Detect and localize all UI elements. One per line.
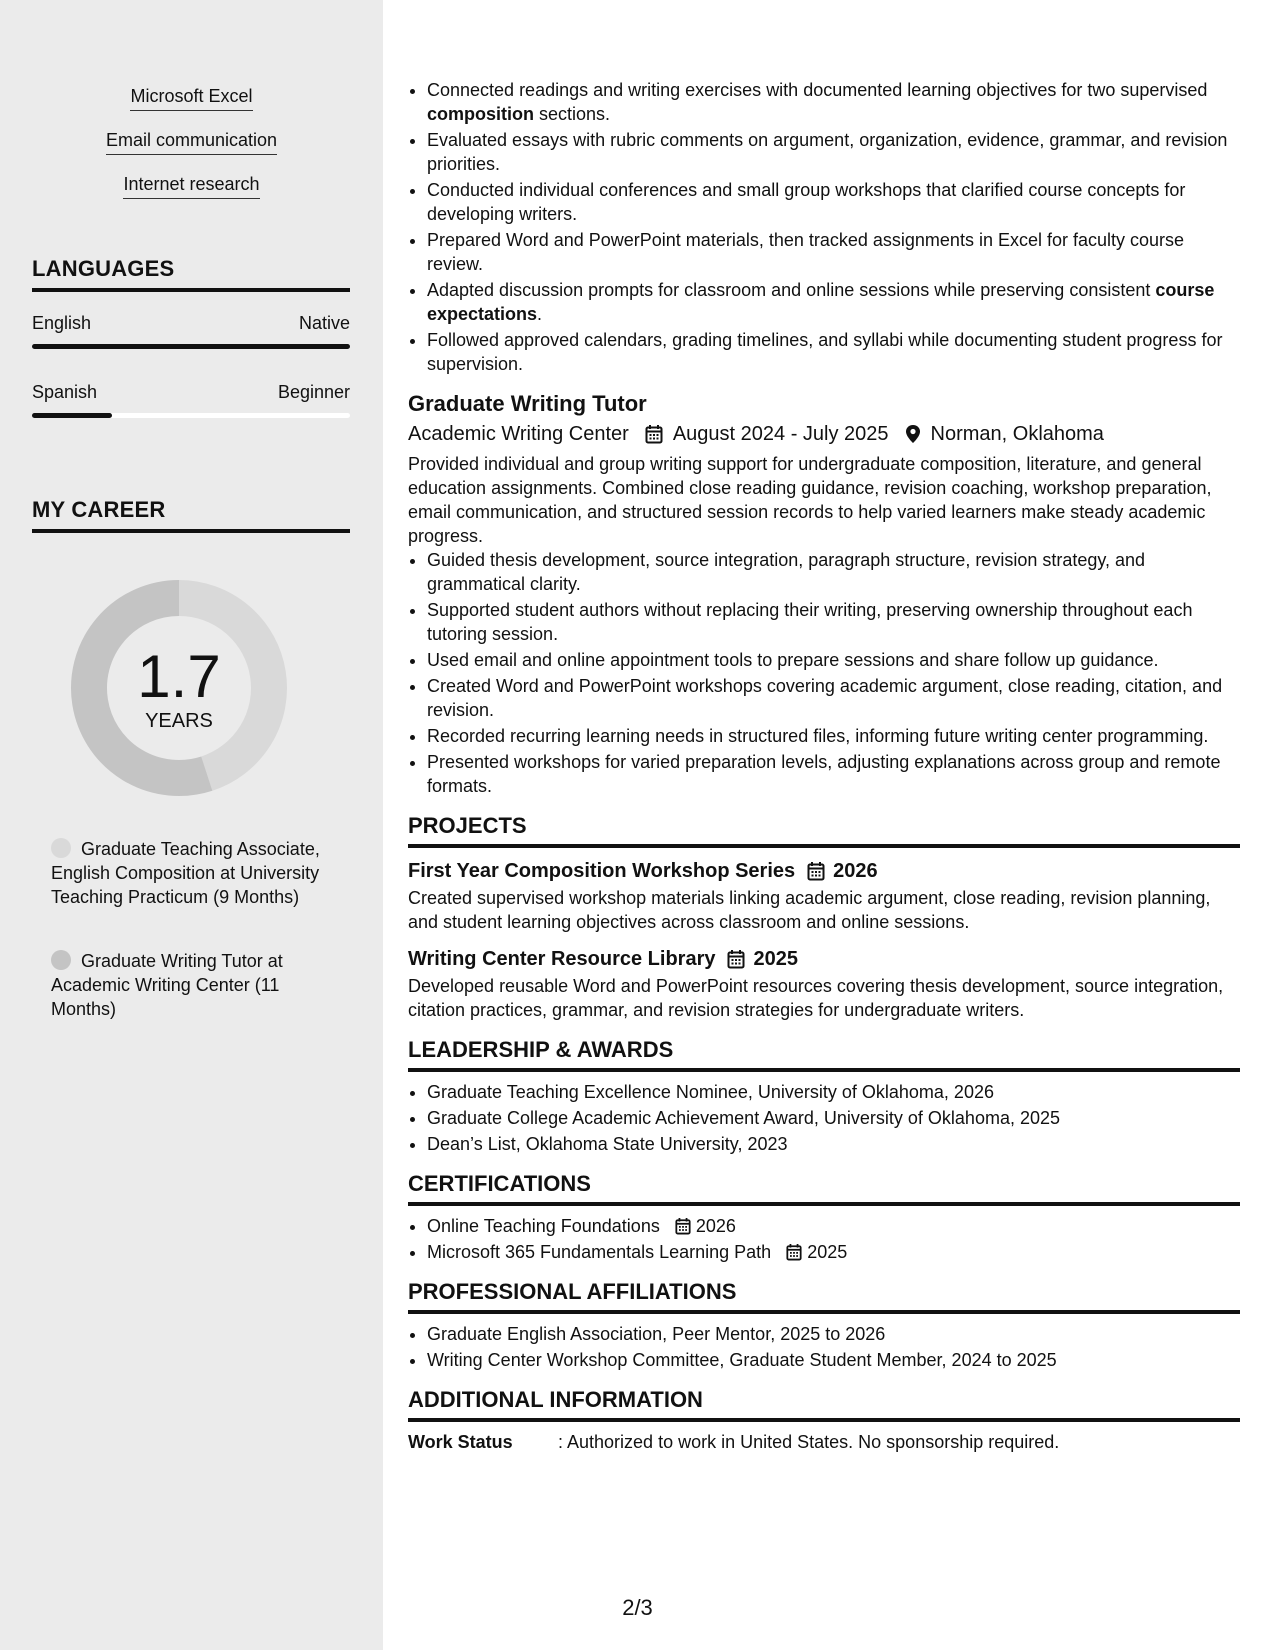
previous-job-bullets <box>408 78 1240 376</box>
list-item: • Supported student authors without replacing their writing, preserving ownership throughout each tutoring session. <box>427 598 1240 646</box>
job-meta <box>408 422 1240 446</box>
list-item <box>427 1240 1240 1264</box>
project-description: Created supervised workshop materials linking academic argument, close reading, revision planning, and student learning objectives across classroom and online sessions. <box>408 888 1211 932</box>
list-item: • Presented workshops for varied preparation levels, adjusting explanations across group and remote formats. <box>427 750 1240 798</box>
job-dates: August 2024 - July 2025 <box>672 423 889 445</box>
job-company: Academic Writing Center <box>408 423 629 445</box>
language-row <box>32 313 350 334</box>
calendar-icon <box>645 424 663 444</box>
additional-info-heading: ADDITIONAL INFORMATION <box>408 1386 1240 1422</box>
job-bullets <box>408 548 1240 798</box>
language-row <box>32 382 350 403</box>
certification-year: 2026 <box>695 1216 736 1236</box>
project-title-row <box>408 858 1240 884</box>
skills-list <box>0 84 383 216</box>
legend-dot <box>51 838 71 858</box>
list-item: • Graduate English Association, Peer Mentor, 2025 to 2026 <box>427 1322 1240 1346</box>
list-item: • Followed approved calendars, grading timelines, and syllabi while documenting student progress for supervision. <box>427 328 1240 376</box>
skill-item: Email communication <box>106 128 277 155</box>
career-total-years: 1.7 <box>137 643 221 710</box>
career-heading: MY CAREER <box>32 497 350 533</box>
career-legend-item <box>51 837 331 909</box>
list-item: • Writing Center Workshop Committee, Graduate Student Member, 2024 to 2025 <box>427 1348 1240 1372</box>
job-location: Norman, Oklahoma <box>930 423 1104 445</box>
languages-heading: LANGUAGES <box>32 256 350 292</box>
work-status-row <box>408 1430 1240 1454</box>
job-title: Graduate Writing Tutor <box>408 391 647 416</box>
calendar-icon <box>675 1217 691 1235</box>
sidebar <box>0 0 383 1650</box>
list-item: • Graduate College Academic Achievement Award, University of Oklahoma, 2025 <box>427 1106 1240 1130</box>
legend-dot <box>51 950 71 970</box>
list-item: • Conducted individual conferences and small group workshops that clarified course concepts for developing writers. <box>427 178 1240 226</box>
language-proficiency-fill <box>32 344 350 349</box>
language-name: English <box>32 313 92 333</box>
project-year: 2026 <box>833 860 878 882</box>
affiliations-heading: PROFESSIONAL AFFILIATIONS <box>408 1278 1240 1314</box>
career-legend-text: Graduate Teaching Associate, English Composition at University Teaching Practicum (9 Months) <box>51 839 320 907</box>
certification-name: Microsoft 365 Fundamentals Learning Path <box>427 1242 772 1262</box>
list-item: • Guided thesis development, source integration, paragraph structure, revision strategy, and grammatical clarity. <box>427 548 1240 596</box>
list-item: • Connected readings and writing exercises with documented learning objectives for two supervised composition sections. <box>427 78 1240 126</box>
language-proficiency-fill <box>32 413 112 418</box>
project-title: Writing Center Resource Library <box>408 948 716 970</box>
project-year: 2025 <box>753 948 798 970</box>
main-content <box>408 78 1240 1454</box>
awards-list <box>408 1080 1240 1156</box>
awards-heading: LEADERSHIP & AWARDS <box>408 1036 1240 1072</box>
calendar-icon <box>807 861 825 881</box>
career-legend-text: Graduate Writing Tutor at Academic Writing Center (11 Months) <box>51 951 283 1019</box>
list-item: • Adapted discussion prompts for classroom and online sessions while preserving consistent course expectations. <box>427 278 1240 326</box>
project-title-row <box>408 946 1240 972</box>
certifications-heading: CERTIFICATIONS <box>408 1170 1240 1206</box>
certification-year: 2025 <box>807 1242 848 1262</box>
career-years-label: YEARS <box>145 710 213 732</box>
language-proficiency-bar <box>32 344 350 349</box>
language-name: Spanish <box>32 382 98 402</box>
certification-name: Online Teaching Foundations <box>427 1216 660 1236</box>
list-item: • Prepared Word and PowerPoint materials, then tracked assignments in Excel for faculty course review. <box>427 228 1240 276</box>
calendar-icon <box>727 949 745 969</box>
job-description: Provided individual and group writing support for undergraduate composition, literature, and general education assignments. Combined close reading guidance, revision coaching, workshop preparation, email communication, and structured session records to help varied learners make steady academic progress. <box>408 454 1212 546</box>
list-item: • Created Word and PowerPoint workshops covering academic argument, close reading, citation, and revision. <box>427 674 1240 722</box>
map-pin-icon <box>905 424 921 444</box>
project-title: First Year Composition Workshop Series <box>408 860 796 882</box>
projects-heading: PROJECTS <box>408 812 1240 848</box>
skill-item: Microsoft Excel <box>130 84 252 111</box>
work-status-label: Work Status <box>408 1432 513 1452</box>
calendar-icon <box>786 1243 802 1261</box>
affiliations-list <box>408 1322 1240 1372</box>
work-status-value: : Authorized to work in United States. No sponsorship required. <box>558 1432 1060 1452</box>
list-item <box>427 1214 1240 1238</box>
list-item: • Recorded recurring learning needs in structured files, informing future writing center programming. <box>427 724 1240 748</box>
project-description: Developed reusable Word and PowerPoint resources covering thesis development, source integration, citation practices, grammar, and revision strategies for undergraduate writers. <box>408 976 1224 1020</box>
language-level: Native <box>298 313 350 333</box>
list-item: • Evaluated essays with rubric comments on argument, organization, evidence, grammar, and revision priorities. <box>427 128 1240 176</box>
list-item: • Graduate Teaching Excellence Nominee, University of Oklahoma, 2026 <box>427 1080 1240 1104</box>
language-level: Beginner <box>277 382 350 402</box>
list-item: • Used email and online appointment tools to prepare sessions and share follow up guidance. <box>427 648 1240 672</box>
skill-item: Internet research <box>123 172 259 199</box>
career-legend-item <box>51 949 331 1021</box>
list-item: • Dean’s List, Oklahoma State University, 2023 <box>427 1132 1240 1156</box>
certifications-list <box>408 1214 1240 1264</box>
language-proficiency-bar <box>32 413 350 418</box>
page-number: 2/3 <box>622 1595 653 1620</box>
